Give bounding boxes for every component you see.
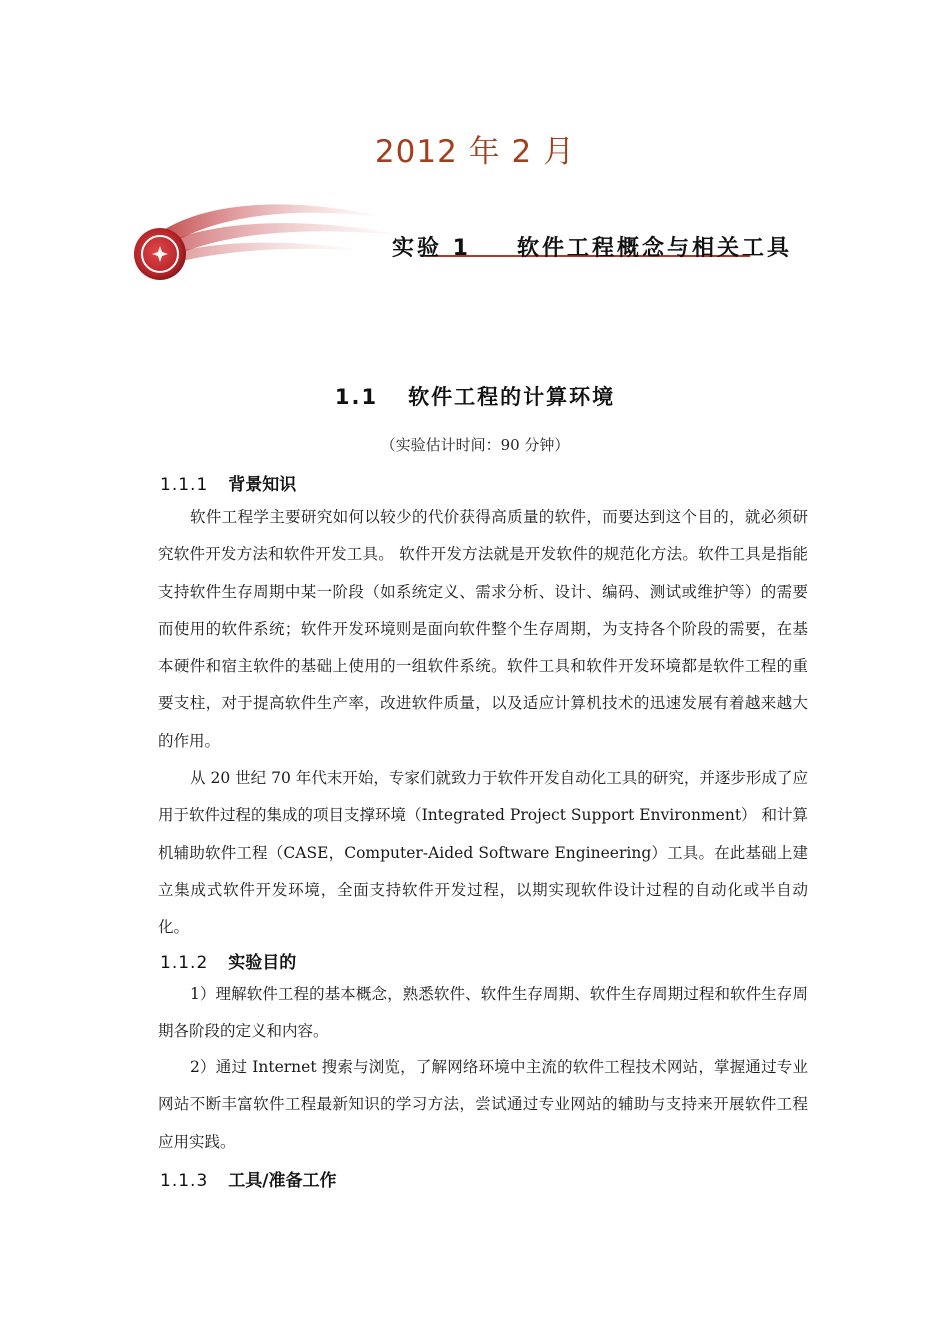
subsection-heading: 1.1.1 背景知识 (160, 475, 297, 495)
time-estimate: （实验估计时间：90 分钟） (380, 436, 570, 454)
subsection-heading: 1.1.2 实验目的 (160, 953, 297, 973)
section-number: 1.1 (334, 385, 379, 409)
chapter-heading (392, 231, 792, 262)
paragraph: 2）通过 Internet 搜索与浏览，了解网络环境中主流的软件工程技术网站，掌握通过专业网站不断丰富软件工程最新知识的学习方法，尝试通过专业网站的辅助与支持来开展软件工程应用实践。 (158, 1058, 808, 1151)
section-heading (0, 381, 950, 411)
paragraph: 1）理解软件工程的基本概念，熟悉软件、软件生存周期、软件生存周期过程和软件生存周期各阶段的定义和内容。 (158, 985, 808, 1041)
comet-logo (128, 196, 428, 286)
paragraph: 软件工程学主要研究如何以较少的代价获得高质量的软件，而要达到这个目的，就必须研究软件开发方法和软件开发工具。 软件开发方法就是开发软件的规范化方法。软件工具是指能支持软件生存周期中某一阶段（如系统定义、需求分析、设计、编码、测试或维护等）的需要而使用的软件系统；软件开发环境则是面向软件整个生存周期，为支持各个阶段的需要，在基本硬件和宿主软件的基础上使用的一组软件系统。软件工具和软件开发环境都是软件工程的重要支柱，对于提高软件生产率，改进软件质量，以及适应计算机技术的迅速发展有着越来越大的作用。 (158, 508, 808, 750)
paragraph: 从 20 世纪 70 年代末开始，专家们就致力于软件开发自动化工具的研究，并逐步形成了应用于软件过程的集成的项目支撑环境（Integrated Project Support Environment） 和计算机辅助软件工程（CASE，Computer-Aided Software Engineering）工具。在此基础上建立集成式软件开发环境，全面支持软件开发过程，以期实现软件设计过程的自动化或半自动化。 (158, 769, 808, 937)
chapter-number: 实验 1 (392, 236, 471, 261)
document-date: 2012 年 2 月 (374, 134, 576, 170)
chapter-title: 软件工程概念与相关工具 (516, 236, 792, 261)
subsection-heading: 1.1.3 工具/准备工作 (160, 1171, 337, 1191)
section-title: 软件工程的计算环境 (408, 385, 616, 409)
